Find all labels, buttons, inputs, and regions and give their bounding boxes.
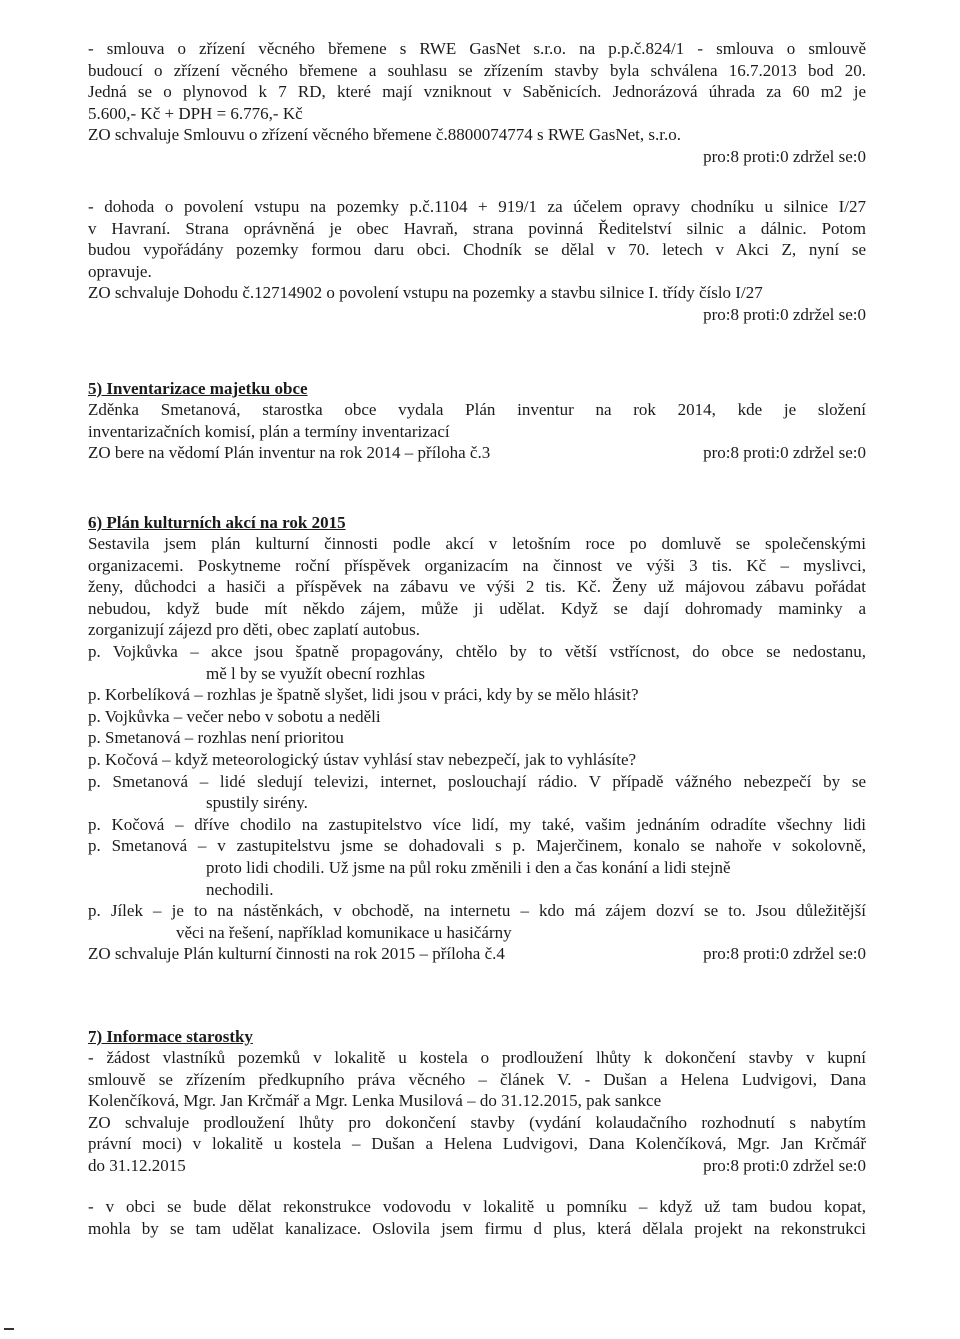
resolution-text: do 31.12.2015 bbox=[88, 1155, 186, 1175]
text-line: zorganizují zájezd pro děti, obec zaplatí autobus. bbox=[88, 620, 420, 640]
paragraph-inventory bbox=[88, 399, 866, 464]
text-line: - v obci se bude dělat rekonstrukce vodovodu v lokalitě u pomníku – když už tam budou kopat, bbox=[88, 1197, 866, 1216]
vote-result: pro:8 proti:0 zdržel se:0 bbox=[703, 146, 866, 166]
paragraph-rwe-easement bbox=[88, 38, 866, 168]
section-heading-inventory: 5) Inventarizace majetku obce bbox=[88, 379, 308, 398]
paragraph-cultural-plan bbox=[88, 533, 866, 965]
text-line: inventarizačních komisí, plán a termíny inventarizací bbox=[88, 421, 450, 441]
resolution-line bbox=[88, 943, 866, 965]
text-line: - dohoda o povolení vstupu na pozemky p.č.1104 + 919/1 za účelem opravy chodníku u silnice I/27 bbox=[88, 197, 866, 216]
text-line: opravuje. bbox=[88, 261, 152, 281]
discussion-line: p. Kočová – když meteorologický ústav vyhlásí stav nebezpečí, jak to vyhlásíte? bbox=[88, 749, 637, 769]
text-line: ženy, důchodci a hasiči a příspěvek na zábavu ve výši 2 tis. Kč. Ženy už májovou zábavu pořádat bbox=[88, 577, 866, 597]
discussion-line: p. Korbelíková – rozhlas je špatně slyšet, lidi jsou v práci, kdy by se mělo hlásit? bbox=[88, 685, 639, 705]
vote-result: pro:8 proti:0 zdržel se:0 bbox=[703, 1155, 866, 1175]
text-line: Zděnka Smetanová, starostka obce vydala Plán inventur na rok 2014, kde je složení bbox=[88, 400, 866, 419]
discussion-line: p. Jílek – je to na nástěnkách, v obchodě, na internetu – kdo má zájem dozví se to. Jsou důležitější bbox=[88, 901, 866, 921]
text-line: - žádost vlastníků pozemků v lokalitě u kostela o prodloužení lhůty k dokončení stavby v kupní bbox=[88, 1048, 866, 1067]
text-line: - smlouva o zřízení věcného břemene s RWE GasNet s.r.o. na p.p.č.824/1 - smlouva o smlouvě bbox=[88, 39, 866, 58]
discussion-line: spustily sirény. bbox=[206, 793, 308, 813]
paragraph-land-entry-agreement bbox=[88, 196, 866, 326]
resolution-line bbox=[88, 442, 866, 464]
resolution-line bbox=[88, 1155, 866, 1177]
resolution-text: ZO bere na vědomí Plán inventur na rok 2014 – příloha č.3 bbox=[88, 443, 491, 463]
discussion-line: p. Vojkůvka – večer nebo v sobotu a neděli bbox=[88, 706, 381, 726]
discussion-line: p. Smetanová – v zastupitelstvu jsme se dohadovali s p. Majerčinem, konalo se nahoře v sokolovně, bbox=[88, 836, 866, 856]
discussion-line: věci na řešení, například komunikace u hasičárny bbox=[176, 922, 512, 942]
vote-result: pro:8 proti:0 zdržel se:0 bbox=[703, 304, 866, 324]
text-line: mohla by se tam udělat kanalizace. Oslovila jsem firmu d plus, která dělala projekt na rekonstrukci bbox=[88, 1218, 866, 1238]
discussion-line: proto lidi chodili. Už jsme na půl roku změnili i den a čas konání a lidi stejně bbox=[206, 857, 731, 877]
text-line: v Havraní. Strana oprávněná je obec Havraň, strana povinná Ředitelství silnic a dálnic. Potom bbox=[88, 218, 866, 238]
paragraph-water-reconstruction bbox=[88, 1196, 866, 1239]
discussion-line: p. Vojkůvka – akce jsou špatně propagovány, chtělo by to větší vstřícnost, do obce se nedostanu, bbox=[88, 641, 866, 661]
section-heading-cultural-plan: 6) Plán kulturních akcí na rok 2015 bbox=[88, 513, 346, 532]
text-line: organizacemi. Poskytneme roční příspěvek organizacím na činnost ve výši 3 tis. Kč – myslivci, bbox=[88, 555, 866, 575]
text-line: nebudou, když bude mít někdo zájem, může ji udělat. Když se dají dohromady maminky a bbox=[88, 598, 866, 618]
text-line: budoucí o zřízení věcného břemene a souhlasu se zřízením stavby byla schválena 16.7.2013 bod 20. bbox=[88, 60, 866, 80]
text-line: právní moci) v lokalitě u kostela – Dušan a Helena Ludvigovi, Dana Kolenčíková, Mgr. Jan Krčmář bbox=[88, 1134, 866, 1154]
text-line: ZO schvaluje Smlouvu o zřízení věcného břemene č.8800074774 s RWE GasNet, s.r.o. bbox=[88, 125, 681, 145]
discussion-line: p. Smetanová – rozhlas není prioritou bbox=[88, 728, 344, 748]
discussion-line: p. Kočová – dříve chodilo na zastupitelstvo více lidí, my také, vašim jednáním odradíte všechny lidi bbox=[88, 814, 866, 834]
text-line: smlouvě se zřízením předkupního práva věcného – článek V. - Dušan a Helena Ludvigovi, Dana bbox=[88, 1069, 866, 1089]
text-line: Jedná se o plynovod k 7 RD, které mají vzniknout v Saběnicích. Jednorázová úhrada za 60 m2 je bbox=[88, 82, 866, 102]
discussion-line: nechodili. bbox=[206, 879, 274, 899]
vote-result: pro:8 proti:0 zdržel se:0 bbox=[703, 443, 866, 463]
text-line: budou vypořádány pozemky formou daru obci. Chodník se dělal v 70. letech v Akci Z, nyní se bbox=[88, 240, 866, 260]
discussion-line: p. Smetanová – lidé sledují televizi, internet, poslouchají rádio. V případě vážného nebezpečí by se bbox=[88, 771, 866, 791]
section-heading-mayor-info: 7) Informace starostky bbox=[88, 1027, 253, 1046]
paragraph-mayor-info bbox=[88, 1047, 866, 1177]
text-line: Kolenčíková, Mgr. Jan Krčmář a Mgr. Lenka Musilová – do 31.12.2015, pak sankce bbox=[88, 1091, 662, 1111]
discussion-line: mě l by se využít obecní rozhlas bbox=[206, 663, 426, 683]
text-line: 5.600,- Kč + DPH = 6.776,- Kč bbox=[88, 103, 303, 123]
text-line: ZO schvaluje prodloužení lhůty pro dokončení stavby (vydání kolaudačního rozhodnutí s nabytím bbox=[88, 1112, 866, 1132]
vote-result: pro:8 proti:0 zdržel se:0 bbox=[703, 944, 866, 964]
text-line: ZO schvaluje Dohodu č.12714902 o povolení vstupu na pozemky a stavbu silnice I. třídy číslo I/27 bbox=[88, 283, 763, 303]
text-line: Sestavila jsem plán kulturní činnosti podle akcí v letošním roce po domluvě se společenskými bbox=[88, 534, 866, 553]
resolution-text: ZO schvaluje Plán kulturní činnosti na rok 2015 – příloha č.4 bbox=[88, 944, 505, 964]
scan-mark bbox=[4, 1328, 14, 1330]
